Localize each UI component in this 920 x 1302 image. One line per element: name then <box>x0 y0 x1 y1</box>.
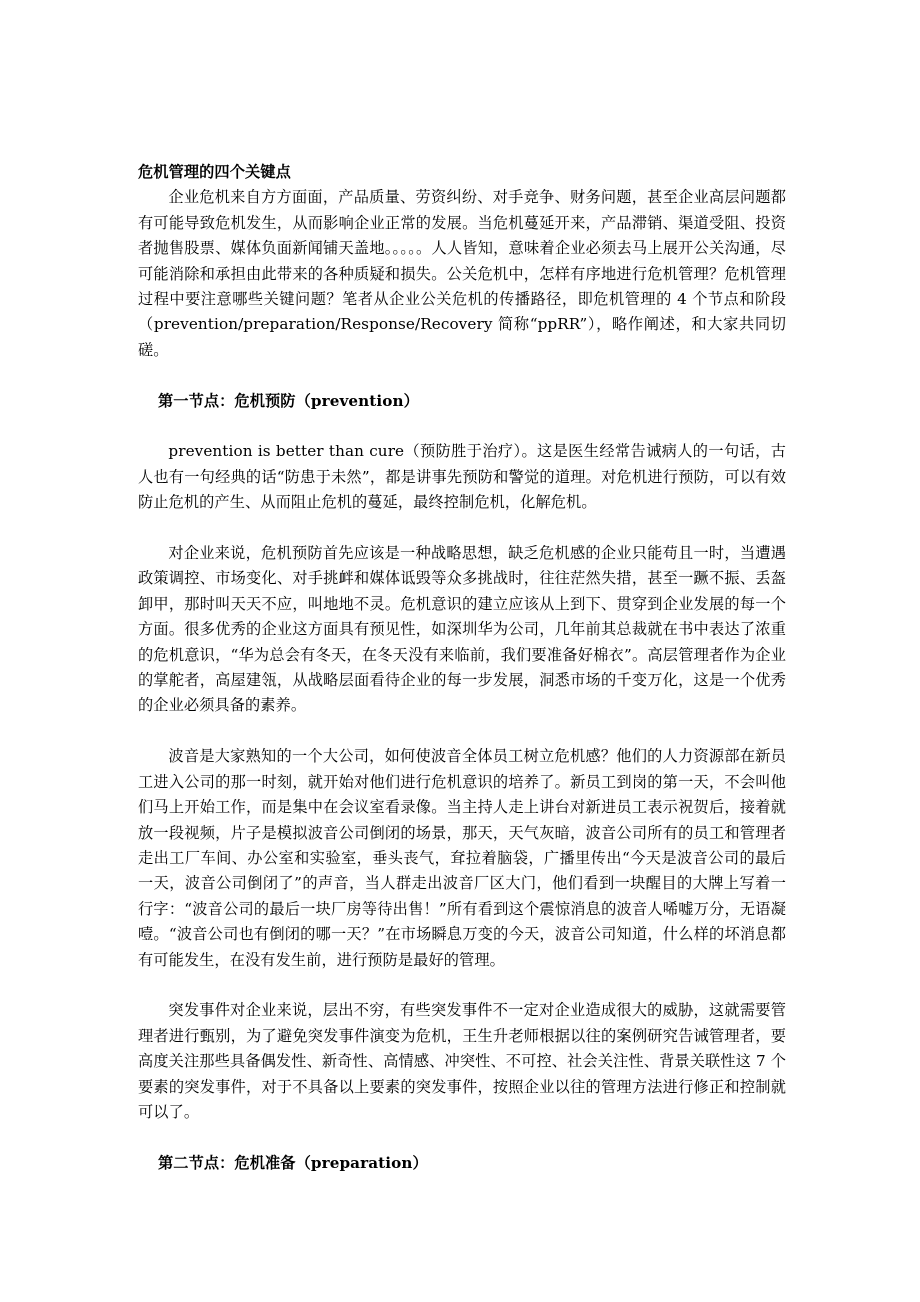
prevention-paragraph-2: 对企业来说，危机预防首先应该是一种战略思想，缺乏危机感的企业只能苟且一时，当遭遇政策调控、市场变化、对手挑衅和媒体诋毁等众多挑战时，往往茫然失措，甚至一蹶不振、丢盔卸甲，那时叫天天不应，叫地地不灵。危机意识的建立应该从上到下、贯穿到企业发展的每一个方面。很多优秀的企业这方面具有预见性，如深圳华为公司，几年前其总裁就在书中表达了浓重的危机意识，“华为总会有冬天，在冬天没有来临前，我们要准备好棉衣”。高层管理者作为企业的掌舵者，高屋建瓴，从战略层面看待企业的每一步发展，洞悉市场的千变万化，这是一个优秀的企业必须具备的素养。 <box>138 544 786 715</box>
section-heading-preparation: 第二节点：危机准备（preparation） <box>158 1153 428 1172</box>
paragraph-spacer <box>138 516 786 541</box>
document-body <box>138 160 786 1176</box>
paragraph-spacer <box>138 973 786 998</box>
paragraph-spacer <box>138 1125 786 1150</box>
document-title: 危机管理的四个关键点 <box>138 163 291 181</box>
paragraph-spacer <box>138 414 786 439</box>
paragraph-spacer <box>138 363 786 388</box>
section-heading-prevention: 第一节点：危机预防（prevention） <box>158 391 419 410</box>
intro-paragraph: 企业危机来自方方面面，产品质量、劳资纠纷、对手竞争、财务问题，甚至企业高层问题都有可能导致危机发生，从而影响企业正常的发展。当危机蔓延开来，产品滞销、渠道受阻、投资者抛售股票、媒体负面新闻铺天盖地。。。。。人人皆知，意味着企业必须去马上展开公关沟通，尽可能消除和承担由此带来的各种质疑和损失。公关危机中，怎样有序地进行危机管理？危机管理过程中要注意哪些关键问题？笔者从企业公关危机的传播路径，即危机管理的 4 个节点和阶段（prevention/preparation/Response/Recovery 简称“ppRR”），略作阐述，和大家共同切磋。 <box>138 188 786 359</box>
paragraph-spacer <box>138 719 786 744</box>
prevention-paragraph-1: prevention is better than cure（预防胜于治疗）。这是医生经常告诫病人的一句话，古人也有一句经典的话“防患于未然”，都是讲事先预防和警觉的道理。对危机进行预防，可以有效防止危机的产生、从而阻止危机的蔓延，最终控制危机，化解危机。 <box>138 442 786 512</box>
prevention-paragraph-4: 突发事件对企业来说，层出不穷，有些突发事件不一定对企业造成很大的威胁，这就需要管理者进行甄别，为了避免突发事件演变为危机，王生升老师根据以往的案例研究告诫管理者，要高度关注那些具备偶发性、新奇性、高情感、冲突性、不可控、社会关注性、背景关联性这 7 个要素的突发事件，对于不具备以上要素的突发事件，按照企业以往的管理方法进行修正和控制就可以了。 <box>138 1001 786 1121</box>
prevention-paragraph-3: 波音是大家熟知的一个大公司，如何使波音全体员工树立危机感？他们的人力资源部在新员工进入公司的那一时刻，就开始对他们进行危机意识的培养了。新员工到岗的第一天，不会叫他们马上开始工作，而是集中在会议室看录像。当主持人走上讲台对新进员工表示祝贺后，接着就放一段视频，片子是模拟波音公司倒闭的场景，那天，天气灰暗，波音公司所有的员工和管理者走出工厂车间、办公室和实验室，垂头丧气，耷拉着脑袋，广播里传出“今天是波音公司的最后一天，波音公司倒闭了”的声音，当人群走出波音厂区大门，他们看到一块醒目的大牌上写着一行字：“波音公司的最后一块厂房等待出售！”所有看到这个震惊消息的波音人唏嘘万分，无语凝噎。“波音公司也有倒闭的哪一天？”在市场瞬息万变的今天，波音公司知道，什么样的坏消息都有可能发生，在没有发生前，进行预防是最好的管理。 <box>138 747 786 969</box>
